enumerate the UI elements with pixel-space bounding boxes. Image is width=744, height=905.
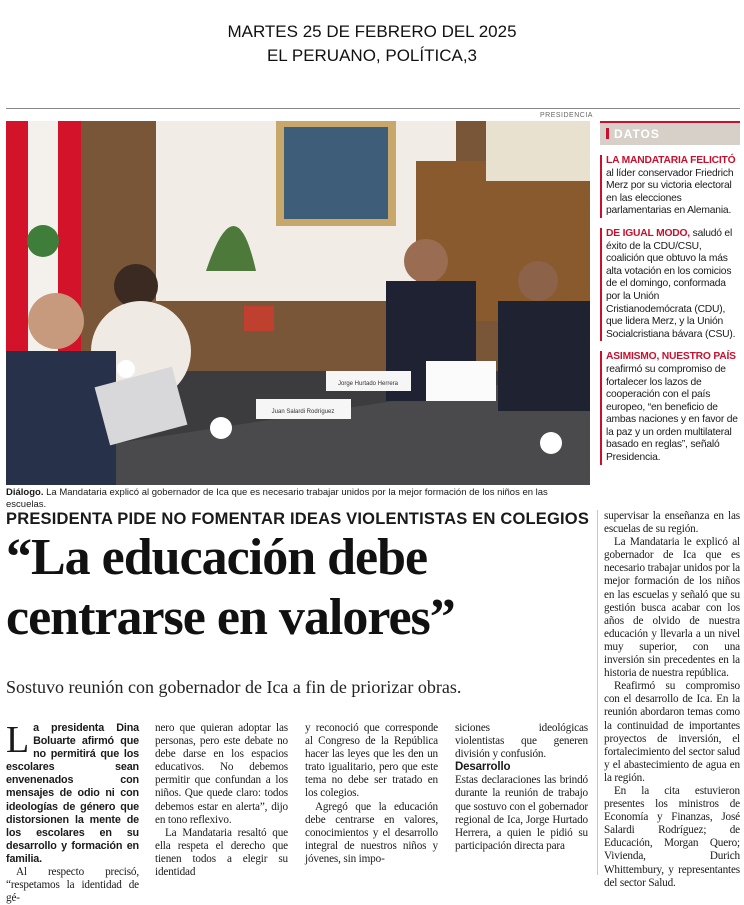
datos-item — [600, 228, 740, 341]
meeting-photo-illustration — [6, 121, 590, 485]
section-subheading: Desarrollo — [455, 761, 511, 774]
paragraph: supervisar la enseñanza en las escuelas de su región. — [604, 510, 740, 536]
issue-date: MARTES 25 DE FEBRERO DEL 2025 — [227, 22, 517, 41]
accent-bar — [606, 128, 609, 139]
paragraph: Agregó que la educación debe centrarse en valores, conocimientos y el desarrollo integral de nuestros niños y jóvenes, sin impo- — [305, 800, 438, 865]
datos-sidebar — [600, 121, 740, 465]
datos-item-text: reafirmó su compromiso de fortalecer los lazos de cooperación con el país europeo, “en beneficio de ambas naciones y en favor de la paz y un orden multilateral basado en reglas”, señaló Presidencia. — [606, 363, 738, 464]
photo-credit: PRESIDENCIA — [540, 112, 593, 119]
paragraph: En la cita estuvieron presentes los ministros de Economía y Finanzas, José Salardi Rodríguez; de Educación, Morgan Quero; Vivienda, Durich Whittembury, y representantes del sector Salud. — [604, 784, 740, 889]
paragraph: Reafirmó su compromiso con el desarrollo de Ica. En la reunión abordaron temas como la continuidad de importantes proyectos de inversión, el fortalecimiento del sector salud y el abastecimiento de agua en la región. — [604, 680, 740, 784]
datos-item-lead: ASIMISMO, NUESTRO PAÍS — [606, 351, 736, 363]
article-column-1 — [6, 719, 139, 905]
datos-item — [600, 155, 740, 218]
section-page: EL PERUANO, POLÍTICA,3 — [266, 46, 478, 65]
column-divider — [597, 510, 598, 875]
masthead — [0, 20, 744, 68]
datos-item-lead: DE IGUAL MODO, — [606, 227, 690, 239]
placard-salardi: Juan Salardi Rodríguez — [271, 409, 335, 415]
photo-caption — [6, 487, 590, 511]
datos-header — [600, 121, 740, 145]
datos-title: DATOS — [614, 127, 660, 141]
paragraph: siciones ideológicas violentistas que generen división y confusión. — [455, 722, 588, 761]
paragraph: Estas declaraciones las brindó durante la reunión de trabajo que sostuvo con el gobernador regional de Ica, Jorge Hurtado Herrera, a quien le pidió su participación directa para — [455, 774, 588, 852]
datos-item-text: saludó el éxito de la CDU/CSU, coalición que obtuvo la más alta votación en los comicios de el domingo, conformada por la Unión Cristianodemócrata (CDU), que lidera Merz, y la Unión Socialcristiana bávara (CSU). — [606, 227, 736, 340]
datos-item-lead: LA MANDATARIA FELICITÓ — [606, 155, 736, 166]
placard-hurtado: Jorge Hurtado Herrera — [337, 381, 399, 387]
datos-item-text: al líder conservador Friedrich Merz por su victoria electoral en las elecciones parlamentarias en Alemania. — [606, 167, 734, 217]
article-column-5 — [604, 510, 740, 890]
paragraph: nero que quieran adoptar las personas, pero este debate no debe darse en los espacios educativos. No debemos permitir que confundan a los niños. Que quede claro: todos debemos estar en alerta”, dijo en tono reflexivo. — [155, 722, 288, 826]
article-column-2 — [155, 722, 288, 879]
article-headline: “La educación debe centrarse en valores” — [6, 529, 455, 646]
paragraph — [6, 719, 139, 866]
article-subhead: Sostuvo reunión con gobernador de Ica a fin de priorizar obras. — [6, 677, 462, 697]
meeting-photo — [6, 121, 590, 485]
datos-item — [600, 351, 740, 464]
paragraph: y reconoció que corresponde al Congreso de la República hacer las leyes que les den un trato igualitario, pero que este tema no debe ser tratado en los colegios. — [305, 722, 438, 800]
caption-text: La Mandataria explicó al gobernador de Ica que es necesario trabajar unidos por la mejor formación de los niños en las escuelas. — [6, 487, 548, 510]
paragraph: La Mandataria le explicó al gobernador de Ica que es necesario trabajar unidos por la mejor formación de los niños en las escuelas y señaló que su gestión busca acabar con los años de olvido de nuestra educación y llevarla a un nivel muy superior, con una inversión sin precedentes en la historia de nuestra república. — [604, 536, 740, 680]
lead-paragraph: a presidenta Dina Boluarte afirmó que no permitirá que los escolares sean envenenados con mensajes de odio ni con ideologías de género que distorsionen la mente de los escolares en su desarrollo y formación en familia. — [6, 722, 139, 865]
top-rule — [6, 108, 740, 109]
drop-cap: L — [6, 719, 30, 761]
paragraph: Al respecto precisó, “respetamos la identidad de gé- — [6, 866, 139, 905]
caption-lead: Diálogo. — [6, 487, 44, 498]
article-column-4 — [455, 722, 588, 853]
paragraph: La Mandataria resaltó que ella respeta el derecho que tienen todos a elegir su identidad — [155, 826, 288, 879]
article-column-3 — [305, 722, 438, 866]
article-kicker: PRESIDENTA PIDE NO FOMENTAR IDEAS VIOLENTISTAS EN COLEGIOS — [6, 510, 590, 528]
